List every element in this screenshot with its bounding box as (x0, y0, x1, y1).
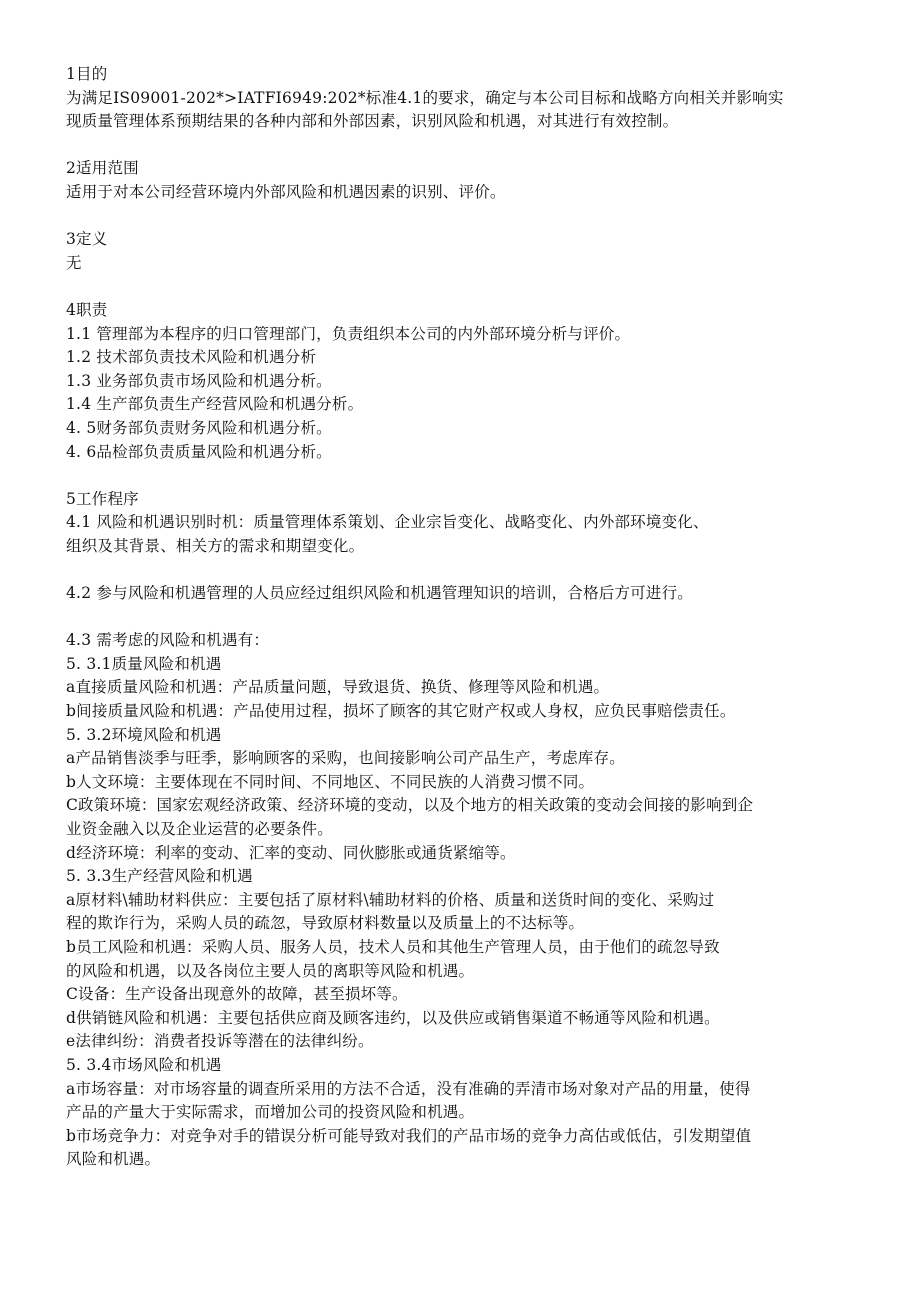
paragraph-line: a原材料\辅助材料供应：主要包括了原材料\辅助材料的价格、质量和送货时间的变化、采购过 (66, 890, 715, 909)
paragraph-line: 现质量管理体系预期结果的各种内部和外部因素，识别风险和机遇，对其进行有效控制。 (66, 112, 679, 131)
blank-line (66, 558, 886, 582)
subsection-heading: 5. 3.3生产经营风险和机遇 (66, 867, 253, 886)
paragraph-line: d供销链风险和机遇：主要包括供应商及顾客违约，以及供应或销售渠道不畅通等风险和机遇。 (66, 1008, 720, 1027)
blank-line (66, 205, 886, 229)
list-item: 1.1 管理部为本程序的归口管理部门，负责组织本公司的内外部环境分析与评价。 (66, 324, 631, 343)
blank-line (66, 134, 886, 158)
subsection-heading: 5. 3.4市场风险和机遇 (66, 1055, 222, 1074)
paragraph-line: 产品的产量大于实际需求，而增加公司的投资风险和机遇。 (66, 1103, 475, 1122)
paragraph-line: 4.3 需考虑的风险和机遇有： (66, 631, 270, 650)
paragraph-line: 4.1 风险和机遇识别时机：质量管理体系策划、企业宗旨变化、战略变化、内外部环境变化、 (66, 513, 709, 532)
section-heading: 5工作程序 (66, 489, 139, 508)
paragraph-line: e法律纠纷：消费者投诉等潜在的法律纠纷。 (66, 1032, 374, 1051)
section-heading: 3定义 (66, 230, 108, 249)
list-item: 1.3 业务部负责市场风险和机遇分析。 (66, 371, 332, 390)
paragraph-line: a直接质量风险和机遇：产品质量问题，导致退货、换货、修理等风险和机遇。 (66, 678, 610, 697)
paragraph-line: 的风险和机遇，以及各岗位主要人员的离职等风险和机遇。 (66, 961, 475, 980)
paragraph-line: 风险和机遇。 (66, 1150, 161, 1169)
blank-line (66, 275, 886, 299)
paragraph-line: 为满足IS09001-202*>IATFI6949:202*标准4.1的要求，确定与本公司目标和战略方向相关并影响实 (66, 88, 784, 107)
subsection-heading: 5. 3.1质量风险和机遇 (66, 654, 222, 673)
paragraph-line: 适用于对本公司经营环境内外部风险和机遇因素的识别、评价。 (66, 182, 506, 201)
paragraph-line: C设备：生产设备出现意外的故障，甚至损坏等。 (66, 985, 408, 1004)
section-heading: 1目的 (66, 65, 108, 83)
subsection-heading: 5. 3.2环境风险和机遇 (66, 725, 222, 744)
blank-line (66, 606, 886, 630)
paragraph-line: C政策环境：国家宏观经济政策、经济环境的变动，以及个地方的相关政策的变动会间接的影响到企 (66, 796, 754, 815)
paragraph-line: 4.2 参与风险和机遇管理的人员应经过组织风险和机遇管理知识的培训，合格后方可进行。 (66, 584, 693, 603)
list-item: 4. 6品检部负责质量风险和机遇分析。 (66, 442, 332, 461)
paragraph-line: b人文环境：主要体现在不同时间、不同地区、不同民族的人消费习惯不同。 (66, 772, 595, 791)
paragraph-line: 无 (66, 253, 82, 272)
paragraph-line: a产品销售淡季与旺季，影响顾客的采购，也间接影响公司产品生产，考虑库存。 (66, 749, 625, 768)
list-item: 4. 5财务部负责财务风险和机遇分析。 (66, 418, 332, 437)
paragraph-line: b员工风险和机遇：采购人员、服务人员，技术人员和其他生产管理人员，由于他们的疏忽导致 (66, 937, 720, 956)
paragraph-line: 组织及其背景、相关方的需求和期望变化。 (66, 536, 365, 555)
document-page (66, 63, 886, 1172)
section-heading: 2适用范围 (66, 159, 139, 178)
paragraph-line: a市场容量：对市场容量的调查所采用的方法不合适，没有准确的弄清市场对象对产品的用量，使得 (66, 1079, 751, 1098)
paragraph-line: b市场竞争力：对竞争对手的错误分析可能导致对我们的产品市场的竞争力高估或低估，引发期望值 (66, 1126, 752, 1145)
paragraph-line: d经济环境：利率的变动、汇率的变动、同伙膨胀或通货紧缩等。 (66, 843, 516, 862)
list-item: 1.2 技术部负责技术风险和机遇分析 (66, 348, 317, 367)
paragraph-line: 程的欺诈行为，采购人员的疏忽，导致原材料数量以及质量上的不达标等。 (66, 914, 585, 933)
list-item: 1.4 生产部负责生产经营风险和机遇分析。 (66, 395, 364, 414)
paragraph-line: 业资金融入以及企业运营的必要条件。 (66, 820, 333, 838)
blank-line (66, 464, 886, 488)
section-heading: 4职责 (66, 300, 108, 319)
paragraph-line: b间接质量风险和机遇：产品使用过程，损坏了顾客的其它财产权或人身权，应负民事赔偿责任。 (66, 702, 736, 721)
